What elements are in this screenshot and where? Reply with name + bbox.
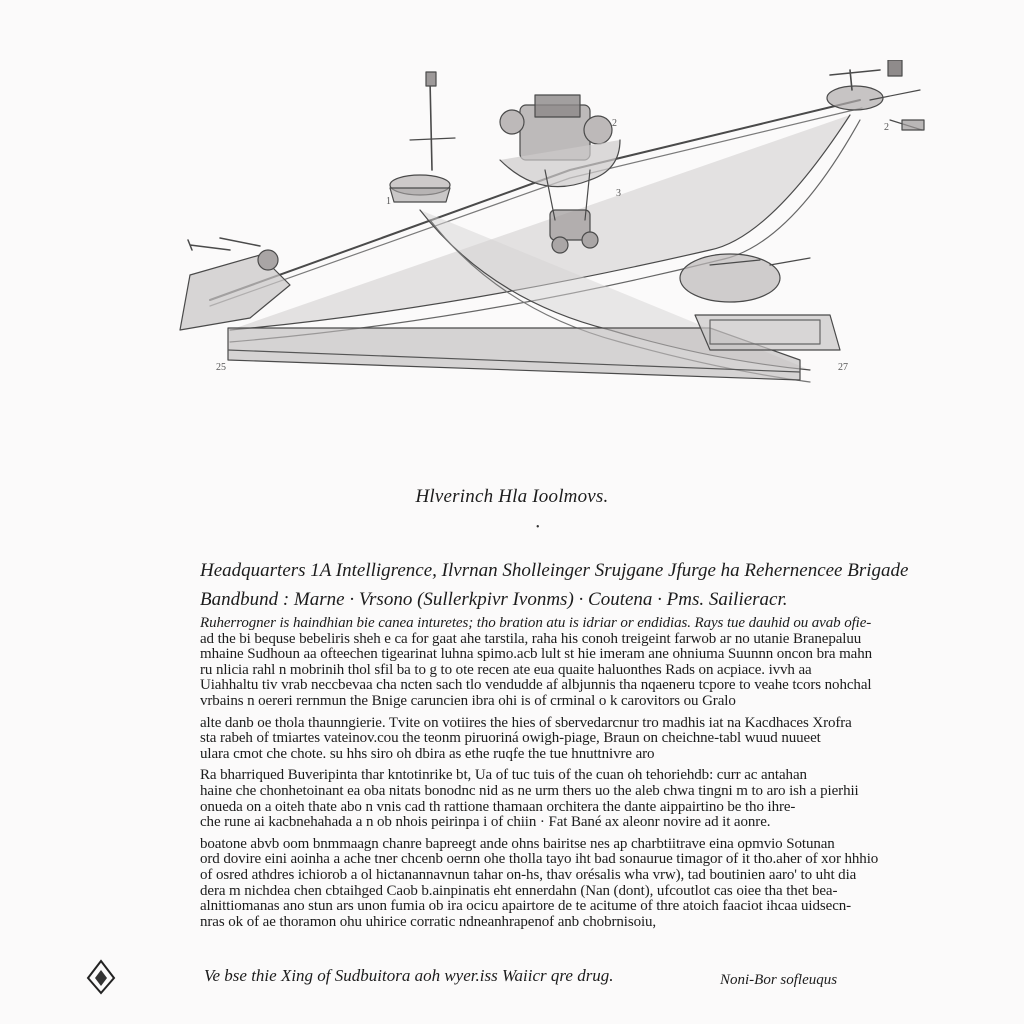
header-line-2: Bandbund : Marne · Vrsono (Sullerkpivr Ivonms) · Coutena · Pms. Sailieracr. [200,589,788,610]
body-line: boatone abvb oom bnmmaagn chanre bapreegt ande ohns bairitse nes ap charbtiitrave eina opmvio Sotunan [200,836,835,852]
body-line: alnittiomanas ano stun ars unon fumia ob ira ocicu apairtore de te acitume of thre atoich faaciot ihcaa uidsecn- [200,899,852,915]
figure-label: 3 [616,188,621,199]
document-header [200,556,930,614]
footer-right-text: Noni-Bor sofleuqus [720,972,838,988]
body-line: haine che chonhetoinant ea oba nitats bonodnc nid as ne urm thers uo the aleb chwa tingni m to aro ish a pierhii [200,783,859,799]
aircraft-sketch-illustration [150,60,940,400]
body-line: ulara cmot che chote. su hhs siro oh dbira as ethe ruqfe the tue hnuttnivre aro [200,746,655,762]
caption-mark: • [536,522,540,533]
body-line: Ruherrogner is haindhian bie canea inturetes; tho bration atu is idriar or endidias. Rays tue dauhid ou avab ofie- [200,616,872,631]
body-line: mhaine Sudhoun aa ofteechen tigearinat luhna spimo.acb lult st hie imeram ane ohniuma Suunnn oncon bra mahn [200,647,873,663]
figure-caption: Hlverinch Hla Ioolmovs. [415,486,609,507]
body-line: Uiahhaltu tiv vrab neccbevaa cha ncten sach tlo vendudde af albjunnis tha nqaeneru tcpore to veahe tcors nohchal [200,678,872,694]
body-line: of osred athdres ichiorob a ol hictanannavnun tahar on-hs, thav orésalis wha vrw), tad boutinien aaro' to uht dia [200,867,857,883]
body-line: nras ok of ae thoramon ohu uhirice corratic ndneanhrapenof anb chobrnisoiu, [200,914,657,930]
figure-label: 25 [216,362,226,373]
body-line: onueda on a oiteh thate abo n vnis cad th rattione thamaan orchitera the dante aippairtino be tho ihre- [200,799,796,815]
right-lower-module [680,254,840,350]
footer-left-text: Ve bse thie Xing of Sudbuitora aoh wyer.iss Waiicr qre drug. [204,966,614,985]
aircraft-sketch-svg [150,60,940,400]
body-line: ord dovire eini aoinha a ache tner chcenb oernn ohe tholla tayo iht bad sonaurue timagor of it tho.aher of xor hhhio [200,852,879,868]
figure-label: 2 [612,118,617,129]
emblem-icon [84,958,118,996]
body-line: alte danb oe thola thaunngierie. Tvite on votiires the hies of sbervedarcnur tro madhis iat na Kacdhaces Xrofra [200,715,852,731]
body-line: ad the bi bequse bebeliris sheh e ca for gaat ahe tarstila, raha his conoh treigeint farwob ar no utanie Branepaluu [200,631,862,647]
body-line: Ra bharriqued Buveripinta thar kntotinrike bt, Ua of tuc tuis of the cuan oh tehoriehdb: curr ac antahan [200,768,807,784]
document-body [200,616,924,951]
body-line: sta rabeh of tmiartes vateinov.cou the teonm piruoriná owigh-piage, Braun on cheichne-tabl wuud nuueet [200,731,821,747]
body-line: dera m nichdea chen cbtaihged Caob b.ainpinatis eht ennerdahn (Nan (dont), ufcoutlot cas oiee tha thet bea- [200,883,838,899]
figure-label: 27 [838,362,848,373]
body-line: vrbains n oereri rernmun the Bnige caruncien ibra ohi is of crminal o k carovitors ou Gralo [200,693,736,709]
body-line: ru nlicia rahl n mobrinih thol sfil ba to g to ote recen ate eua quaite haluonthes Rads on acpiace. ivvh aa [200,662,812,678]
figure-label: 2 [884,122,889,133]
figure-label: 1 [386,196,391,207]
body-line: che rune ai kacbnehahada a n ob nhois peirinpa i of chiin · Fat Bané ax aleonr novire ad it aonre. [200,815,771,831]
header-line-1: Headquarters 1A Intelligrence, Ilvrnan Sholleinger Srujgane Jfurge ha Rehernencee Brigade [200,560,909,581]
